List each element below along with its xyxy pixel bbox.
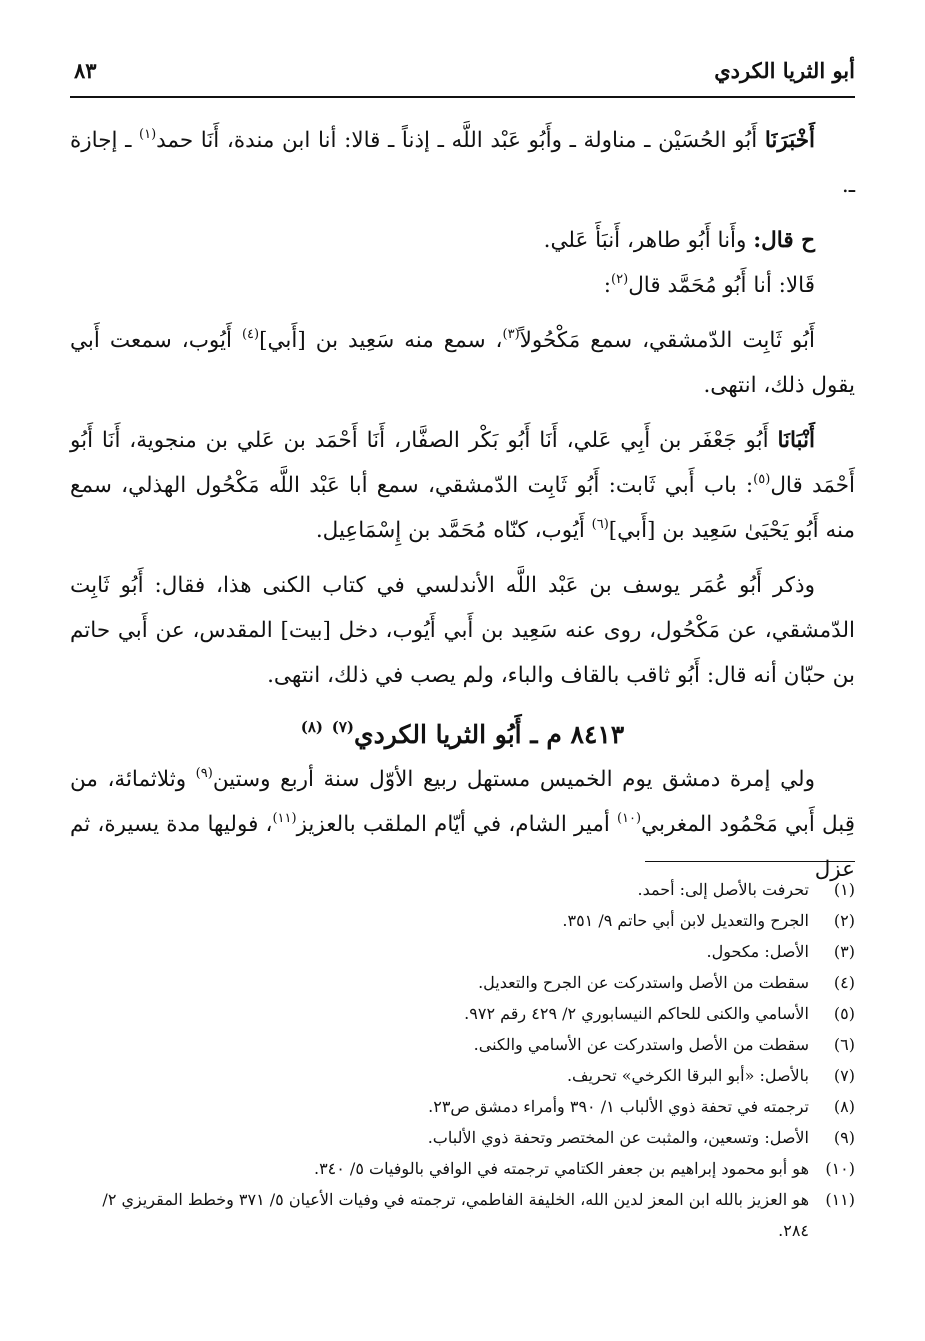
running-header xyxy=(70,54,855,94)
footnote-text: سقطت من الأصل واستدركت عن الأسامي والكنى. xyxy=(473,1035,809,1054)
footnote-text: هو العزيز بالله ابن المعز لدين الله، الخليفة الفاطمي، ترجمته في وفيات الأعيان ٥/ ٣٧١ وخطط المقريزي ٢/ ٢٨٤. xyxy=(102,1190,809,1240)
footnote xyxy=(70,1153,855,1184)
footnote-text: سقطت من الأصل واستدركت عن الجرح والتعديل. xyxy=(478,973,809,992)
paragraph-text: أَبُو ثَابِت الدّمشقي، سمع مَكْحُولاً xyxy=(519,328,815,353)
footnote xyxy=(70,967,855,998)
footnote-ref: (١٠) xyxy=(616,811,642,826)
page-number: ٨٣ xyxy=(74,58,97,83)
footnote-text: ترجمته في تحفة ذوي الألباب ١/ ٣٩٠ وأمراء دمشق ص٢٣. xyxy=(428,1097,809,1116)
paragraph-isnad-1 xyxy=(70,118,855,208)
paragraph-isnad-2 xyxy=(70,218,855,263)
paragraph-text: وأَنا أَبُو طاهر، أَنبَأَ عَلي. xyxy=(543,228,754,253)
running-title: أبو الثريا الكردي xyxy=(714,58,855,83)
footnotes-list xyxy=(70,874,855,1246)
footnote xyxy=(70,874,855,905)
entry-heading-text: ٨٤١٣ م ـ أَبُو الثريا الكردي xyxy=(354,720,625,749)
paragraph-text: : باب أَبي ثَابت: أَبُو ثَابِت الدّمشقي، سمع أبا عَبْد اللَّه مَكْحُول الهذلي، سمع منه أَبُو يَحْيَىٰ سَعِيد بن [أَبي] xyxy=(70,473,855,543)
entry-heading xyxy=(70,720,855,749)
footnote-number: (٧) xyxy=(833,1066,855,1085)
footnote-number: (٤) xyxy=(833,973,855,992)
paragraph-text: : xyxy=(603,273,612,298)
isnad-lead: أَنْبَانَا xyxy=(777,428,815,453)
paragraph-commentary xyxy=(70,563,855,698)
footnote-text: الأصل: وتسعين، والمثبت عن المختصر وتحفة ذوي الألباب. xyxy=(427,1128,809,1147)
footnote-ref: (٩) xyxy=(195,766,213,781)
header-rule xyxy=(70,96,855,98)
paragraph-text: ولي إمرة دمشق يوم الخميس مستهل ربيع الأوّل سنة أربع وستين xyxy=(212,767,815,792)
paragraph-text: ، سمع منه سَعِيد بن [أَبي] xyxy=(259,328,503,353)
footnote-ref: (٢) xyxy=(611,272,629,287)
footnote-ref: (٦) xyxy=(591,517,609,532)
footnote-text: الأصل: مكحول. xyxy=(706,942,809,961)
footnote xyxy=(70,1091,855,1122)
footnote-separator xyxy=(645,861,855,862)
footnote xyxy=(70,936,855,967)
footnote-number: (٨) xyxy=(833,1097,855,1116)
paragraph-text: وثلاثمائة، من قِبل أَبي مَحْمُود المغربي xyxy=(70,767,855,837)
footnote-text: تحرفت بالأصل إلى: أحمد. xyxy=(637,880,809,899)
paragraph-text: أَيُوب، سمعت أَبي يقول ذلك، انتهى. xyxy=(70,328,855,398)
footnote-number: (٢) xyxy=(833,911,855,930)
footnote-ref: (٣) xyxy=(502,327,520,342)
footnote-number: (٩) xyxy=(833,1128,855,1147)
paragraph-text: وذكر أَبُو عُمَر يوسف بن عَبْد اللَّه الأندلسي في كتاب الكنى هذا، فقال: أَبُو ثَابِت الدّمشقي، عن مَكْحُول، روى عنه سَعِيد بن أَبي أَيُوب، دخل [بيت] المقدس، عن أَبي حاتم بن حبّان أنه قال: أَبُو ثاقب بالقاف والباء، ولم يصب في ذلك، انتهى. xyxy=(70,573,855,688)
paragraph-text: ـ إجازة ـ. xyxy=(70,128,855,198)
footnote-number: (٥) xyxy=(833,1004,855,1023)
footnote-ref: (٨) xyxy=(300,718,324,736)
footnote-ref: (٧) xyxy=(331,718,355,736)
paragraph-quote xyxy=(70,318,855,408)
paragraph-text: أَيُوب، كنّاه مُحَمَّد بن إِسْمَاعِيل. xyxy=(315,518,592,543)
isnad-lead: أَخْبَرَنَا xyxy=(764,128,815,153)
footnote-text: بالأصل: «أبو البرقا الكرخي» تحريف. xyxy=(566,1066,809,1085)
paragraph-text: أَبُو جَعْفَر بن أَبِي عَلي، أَنَا أَبُو بَكْر الصفَّار، أَنَا أَحْمَد بن عَلي بن منجوية، أَنَا أَبُو أَحْمَد قال xyxy=(70,428,855,498)
footnote-ref: (١١) xyxy=(272,811,297,826)
footnote xyxy=(70,1060,855,1091)
paragraph-isnad-3 xyxy=(70,263,855,308)
isnad-lead: ح قال: xyxy=(753,228,815,253)
footnote-ref: (٤) xyxy=(241,327,260,342)
footnote xyxy=(70,1122,855,1153)
paragraph-text: أَبُو الحُسَيْن ـ مناولة ـ وأَبُو عَبْد اللَّه ـ إذناً ـ قالا: أنا ابن مندة، أَنَا حمد xyxy=(156,128,765,153)
footnote-number: (١) xyxy=(833,880,855,899)
paragraph-text: أمير الشام، في أيّام الملقب بالعزيز xyxy=(296,812,617,837)
footnote xyxy=(70,1184,855,1246)
footnote-number: (٦) xyxy=(833,1035,855,1054)
footnote-ref: (٥) xyxy=(753,472,771,487)
footnote-text: الجرح والتعديل لابن أبي حاتم ٩/ ٣٥١. xyxy=(562,911,809,930)
footnote xyxy=(70,1029,855,1060)
footnote-ref: (١) xyxy=(139,127,157,142)
footnote-text: هو أبو محمود إبراهيم بن جعفر الكتامي ترجمته في الوافي بالوفيات ٥/ ٣٤٠. xyxy=(313,1159,809,1178)
footnote-text: الأسامي والكنى للحاكم النيسابوري ٢/ ٤٢٩ رقم ٩٧٢. xyxy=(464,1004,809,1023)
paragraph-isnad-4 xyxy=(70,418,855,553)
main-text xyxy=(70,118,855,892)
paragraph-biography xyxy=(70,757,855,892)
paragraph-text: ، فوليها مدة يسيرة، ثم عزل xyxy=(70,812,855,882)
paragraph-text: قَالا: أنا أَبُو مُحَمَّد قال xyxy=(628,273,815,298)
footnote-number: (١١) xyxy=(825,1190,855,1209)
footnote-number: (١٠) xyxy=(825,1159,855,1178)
footnote xyxy=(70,998,855,1029)
footnote xyxy=(70,905,855,936)
footnote-number: (٣) xyxy=(833,942,855,961)
